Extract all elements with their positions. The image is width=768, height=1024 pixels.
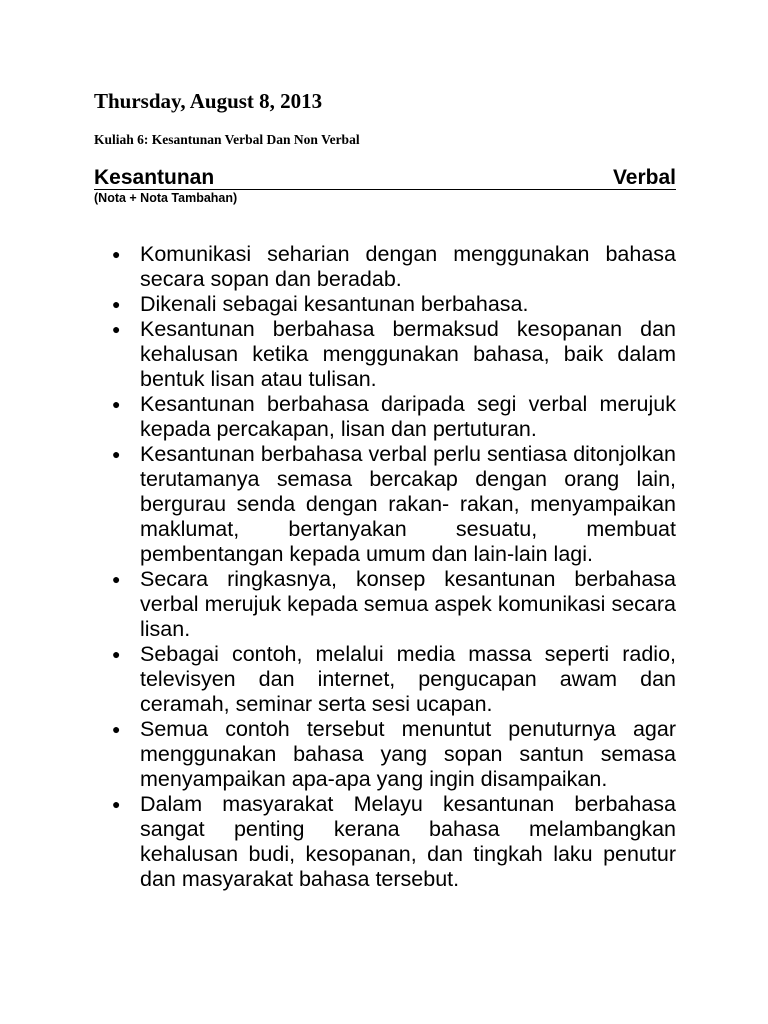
bullet-list [110,242,676,892]
section-heading-left: Kesantunan [94,166,215,189]
bullet-icon: ● [112,321,121,337]
post-title: Kuliah 6: Kesantunan Verbal Dan Non Verbal [94,132,360,147]
list-item-text: Kesantunan berbahasa daripada segi verbal merujuk kepada percakapan, lisan dan pertuturan. [140,392,676,441]
list-item-text: Semua contoh tersebut menuntut penuturnya agar menggunakan bahasa yang sopan santun semasa menyampaikan apa-apa yang ingin disampaikan. [140,717,676,791]
list-item-text: Dalam masyarakat Melayu kesantunan berbahasa sangat penting kerana bahasa melambangkan kehalusan budi, kesopanan, dan tingkah laku penutur dan masyarakat bahasa tersebut. [140,792,676,891]
list-item-text: Kesantunan berbahasa verbal perlu sentiasa ditonjolkan terutamanya semasa bercakap dengan orang lain, bergurau senda dengan rakan- rakan, menyampaikan maklumat, bertanyakan sesuatu, membuat pembentangan kepada umum dan lain-lain lagi. [140,442,676,566]
list-item-text: Komunikasi seharian dengan menggunakan bahasa secara sopan dan beradab. [140,242,676,291]
list-item [110,292,676,317]
post-date: Thursday, August 8, 2013 [94,89,323,113]
list-item-text: Dikenali sebagai kesantunan berbahasa. [140,292,529,316]
bullet-icon: ● [112,446,121,462]
bullet-icon: ● [112,646,121,662]
bullet-icon: ● [112,721,121,737]
section-heading [94,166,676,190]
list-item [110,392,676,442]
bullet-icon: ● [112,246,121,262]
list-item [110,242,676,292]
list-item [110,642,676,717]
bullet-icon: ● [112,396,121,412]
section-heading-right: Verbal [612,166,676,189]
list-item [110,442,676,567]
bullet-icon: ● [112,296,121,312]
bullet-icon: ● [112,571,121,587]
list-item [110,792,676,892]
list-item [110,717,676,792]
list-item [110,567,676,642]
list-item-text: Secara ringkasnya, konsep kesantunan berbahasa verbal merujuk kepada semua aspek komunikasi secara lisan. [140,567,676,641]
section-subtitle: (Nota + Nota Tambahan) [94,191,238,205]
list-item-text: Sebagai contoh, melalui media massa seperti radio, televisyen dan internet, pengucapan awam dan ceramah, seminar serta sesi ucapan. [140,642,676,716]
list-item-text: Kesantunan berbahasa bermaksud kesopanan dan kehalusan ketika menggunakan bahasa, baik dalam bentuk lisan atau tulisan. [140,317,676,391]
bullet-icon: ● [112,796,121,812]
list-item [110,317,676,392]
